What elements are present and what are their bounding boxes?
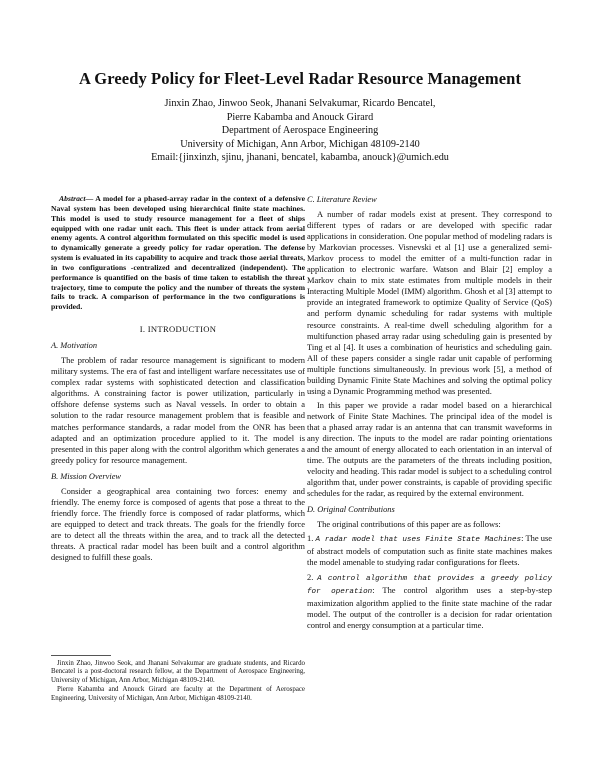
paragraph-literature-1: A number of radar models exist at present. They correspond to different types of radars or are developed with specific radar applications in consideration. One popular method of modeling radars is by Markovian processes. Visnevski et al [1] use a generalized semi-Markov process to model the emitter of a multi-function radar in application to electronic warfare. Watson and Blair [2] employ a Markov chain to mix state estimates from multiple models in their Interacting Multiple Model (IMM) algorithm. Ghosh et al [3] attempt to provide an integrated framework to optimize Quality of Service (QoS) and perform dynamic scheduling for radar systems with multiple resource constraints. A real-time dwell scheduling algorithm for a multifunction phased array radar using scheduling gain is presented by Ting et al [4]. It uses a combination of heuristics and scheduling gain. All of these papers consider a single radar unit capable of performing multiple functions simultaneously. In previous work [5], a method of building Dynamic Finite State Machines and solving the optimal policy using a Dynamic Programming method was presented.: [307, 209, 552, 396]
subsection-heading-literature: C. Literature Review: [307, 195, 377, 204]
authors-line-2: Pierre Kabamba and Anouck Girard: [226, 111, 374, 123]
paragraph-literature-2: In this paper we provide a radar model based on a hierarchical network of Finite State Machines. The principal idea of the model is that a phased array radar is an antenna that can transmit waveforms in any direction. The inputs to the model are radar pointing orientations and the amount of energy allocated to each orientation in an interval of time. The outputs are the parameters of the threats including position, velocity and heading. This radar model is subject to a scheduling control algorithm that, under power constraints, is capable of providing specific schedules for the radar, as required by the external environment.: [307, 399, 552, 499]
contribution-2-label: A control algorithm that provides a greedy policy for operation: [307, 574, 553, 596]
subsection-heading-motivation: A. Motivation: [51, 341, 98, 351]
contribution-1-label: A radar model that uses Finite State Machines: [315, 536, 522, 545]
authors-line-1: Jinxin Zhao, Jinwoo Seok, Jhanani Selvakumar, Ricardo Bencatel,: [164, 98, 436, 109]
author-block: [0, 97, 600, 165]
abstract-lead: Abstract: [59, 194, 86, 203]
contribution-item-1: [307, 533, 552, 568]
contribution-1-text: : The use of abstract models of computation such as finite state machines makes the model amenable to studying radar configurations for fleets.: [307, 533, 552, 568]
contribution-1-number: 1.: [307, 533, 314, 544]
paragraph-mission: Consider a geographical area containing two forces: enemy and friendly. The enemy force is composed of agents that pose a threat to the friendly force. The friendly force is composed of radar platforms, which are equipped to detect and track threats. The goals for the friendly force are to detect all the threats within the area, and to track all the detected threats. A practical radar model has been built and a control algorithm designed to fulfill these goals.: [51, 485, 305, 563]
footnote-rule: [51, 655, 111, 656]
abstract-text: — A model for a phased-array radar in the context of a defensive Naval system has been developed using hierarchical finite state machines. This model is used to study resource management for a fleet of ships equipped with one radar unit each. This fleet is under attack from aerial enemy agents. A control algorithm formulated on this specific model is used to dynamically generate a greedy policy for radar operation. The defense system is evaluated in its capability to acquire and track those aerial threats, in two configurations -centralized and decentralized (independent). The performance is quantified on the basis of time taken to establish the threat trajectory, time to compute the policy and the number of threats the system fails to track. A comparison of performance in the two configurations is provided.: [51, 194, 305, 312]
footnotes: [51, 660, 305, 704]
paper-title: A Greedy Policy for Fleet-Level Radar Resource Management: [78, 69, 522, 88]
subsection-heading-mission: B. Mission Overview: [51, 471, 122, 481]
paragraph-contributions-intro: The original contributions of this paper are as follows:: [317, 519, 501, 530]
section-heading-introduction: I. INTRODUCTION: [139, 324, 217, 335]
author-emails: Email:{jinxinzh, sjinu, jhanani, bencatel, kabamba, anouck}@umich.edu: [151, 152, 449, 164]
affiliation-department: Department of Aerospace Engineering: [221, 125, 379, 137]
right-column: [307, 194, 552, 634]
footnote-1: Jinxin Zhao, Jinwoo Seok, and Jhanani Selvakumar are graduate students, and Ricardo Bencatel is a post-doctoral research fellow, at the Department of Aerospace Engineering, University of Michigan, Ann Arbor, Michigan 48109-2140.: [51, 660, 305, 684]
paragraph-motivation: The problem of radar resource management is significant to modern military systems. The era of fast and intelligent warfare necessitates use of complex radar systems with sophisticated detection and classification algorithms. A constraining factor is power utilization, particularly in offshore defense systems such as Naval vessels. In order to obtain a solution to the radar resource management problem that is feasible and matches performance standards, a radar model from the ONR has been adapted and an optimization procedure applied to it. The model is presented in this paper along with the control algorithm which generates a greedy policy for resource management.: [51, 355, 305, 465]
contribution-2-number: 2.: [307, 571, 314, 582]
abstract: [51, 194, 305, 312]
affiliation-university: University of Michigan, Ann Arbor, Michigan 48109-2140: [180, 138, 420, 150]
subsection-heading-contributions: D. Original Contributions: [307, 505, 395, 515]
contribution-2-text: : The control algorithm uses a step-by-step maximization algorithm applied to the finite state machine of the radar model. The output of the controller is a decision for radar orientation control and energy consumption at a particular time.: [307, 584, 552, 630]
footnote-2: Pierre Kabamba and Anouck Girard are faculty at the Department of Aerospace Engineering, University of Michigan, Ann Arbor, Michigan 48109-2140.: [51, 686, 305, 702]
left-column: [51, 194, 305, 566]
contribution-item-2: [307, 572, 552, 631]
